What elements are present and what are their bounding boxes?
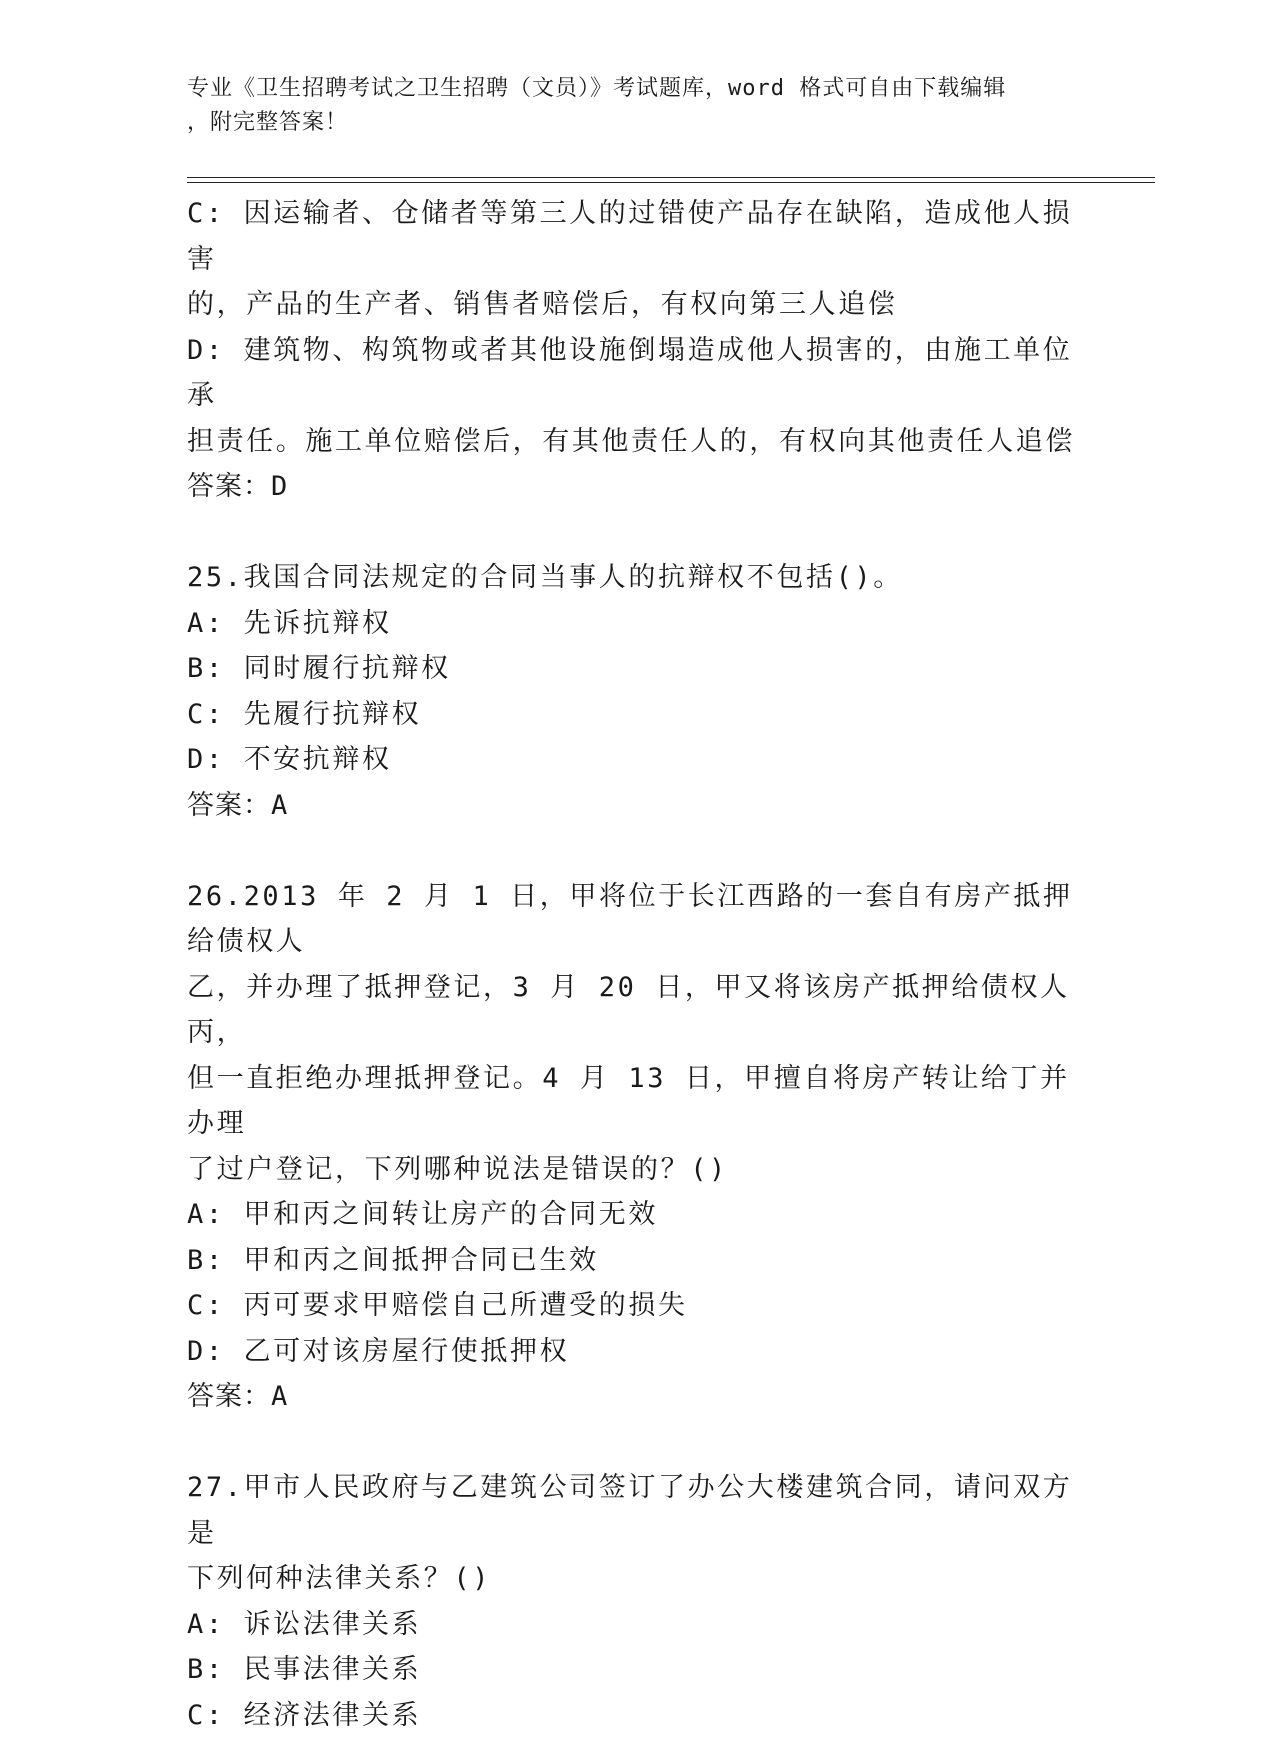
question-text-line-1: 26.2013 年 2 月 1 日，甲将位于长江西路的一套自有房产抵押给债权人 <box>187 874 1087 965</box>
answer-value: A <box>271 790 288 821</box>
question-block-25 <box>187 555 1087 828</box>
answer-line <box>187 1374 1087 1420</box>
option-c: C: 丙可要求甲赔偿自己所遭受的损失 <box>187 1283 1087 1329</box>
header-title-line-2: ，附完整答案！ <box>187 106 1067 140</box>
option-d: D: 不安抗辩权 <box>187 737 1087 783</box>
answer-label: 答案： <box>187 471 271 502</box>
option-c: C: 先履行抗辩权 <box>187 692 1087 738</box>
header-divider-bottom <box>187 182 1155 183</box>
option-b: B: 同时履行抗辩权 <box>187 646 1087 692</box>
answer-value: A <box>271 1381 288 1412</box>
question-text-line-3: 但一直拒绝办理抵押登记。4 月 13 日，甲擅自将房产转让给丁并办理 <box>187 1056 1087 1147</box>
option-a: A: 先诉抗辩权 <box>187 601 1087 647</box>
question-block-27 <box>187 1465 1087 1738</box>
option-b: B: 民事法律关系 <box>187 1647 1087 1693</box>
answer-line <box>187 464 1087 510</box>
answer-value: D <box>271 471 288 502</box>
question-text-line-2: 下列何种法律关系？() <box>187 1556 1087 1602</box>
header-title-line-1: 专业《卫生招聘考试之卫生招聘（文员）》考试题库，word 格式可自由下载编辑 <box>187 72 1067 106</box>
answer-line <box>187 783 1087 829</box>
option-b: B: 甲和丙之间抵押合同已生效 <box>187 1238 1087 1284</box>
document-header <box>187 72 1067 140</box>
question-block-prev <box>187 191 1087 510</box>
question-text: 25.我国合同法规定的合同当事人的抗辩权不包括()。 <box>187 555 1087 601</box>
question-text-line-2: 乙，并办理了抵押登记，3 月 20 日，甲又将该房产抵押给债权人丙， <box>187 965 1087 1056</box>
option-a: A: 甲和丙之间转让房产的合同无效 <box>187 1192 1087 1238</box>
question-list <box>187 191 1087 1738</box>
question-text-line-1: 27.甲市人民政府与乙建筑公司签订了办公大楼建筑合同，请问双方是 <box>187 1465 1087 1556</box>
question-text-line-4: 了过户登记，下列哪种说法是错误的？() <box>187 1147 1087 1193</box>
question-block-26 <box>187 874 1087 1420</box>
answer-label: 答案： <box>187 1381 271 1412</box>
option-d-line-1: D: 建筑物、构筑物或者其他设施倒塌造成他人损害的，由施工单位承 <box>187 328 1087 419</box>
answer-label: 答案： <box>187 790 271 821</box>
option-c-line-2: 的，产品的生产者、销售者赔偿后，有权向第三人追偿 <box>187 282 1087 328</box>
option-c-line-1: C: 因运输者、仓储者等第三人的过错使产品存在缺陷，造成他人损害 <box>187 191 1087 282</box>
option-d: D: 乙可对该房屋行使抵押权 <box>187 1329 1087 1375</box>
option-d-line-2: 担责任。施工单位赔偿后，有其他责任人的，有权向其他责任人追偿 <box>187 419 1087 465</box>
option-c: C: 经济法律关系 <box>187 1693 1087 1738</box>
header-divider-top <box>187 177 1155 178</box>
option-a: A: 诉讼法律关系 <box>187 1602 1087 1648</box>
